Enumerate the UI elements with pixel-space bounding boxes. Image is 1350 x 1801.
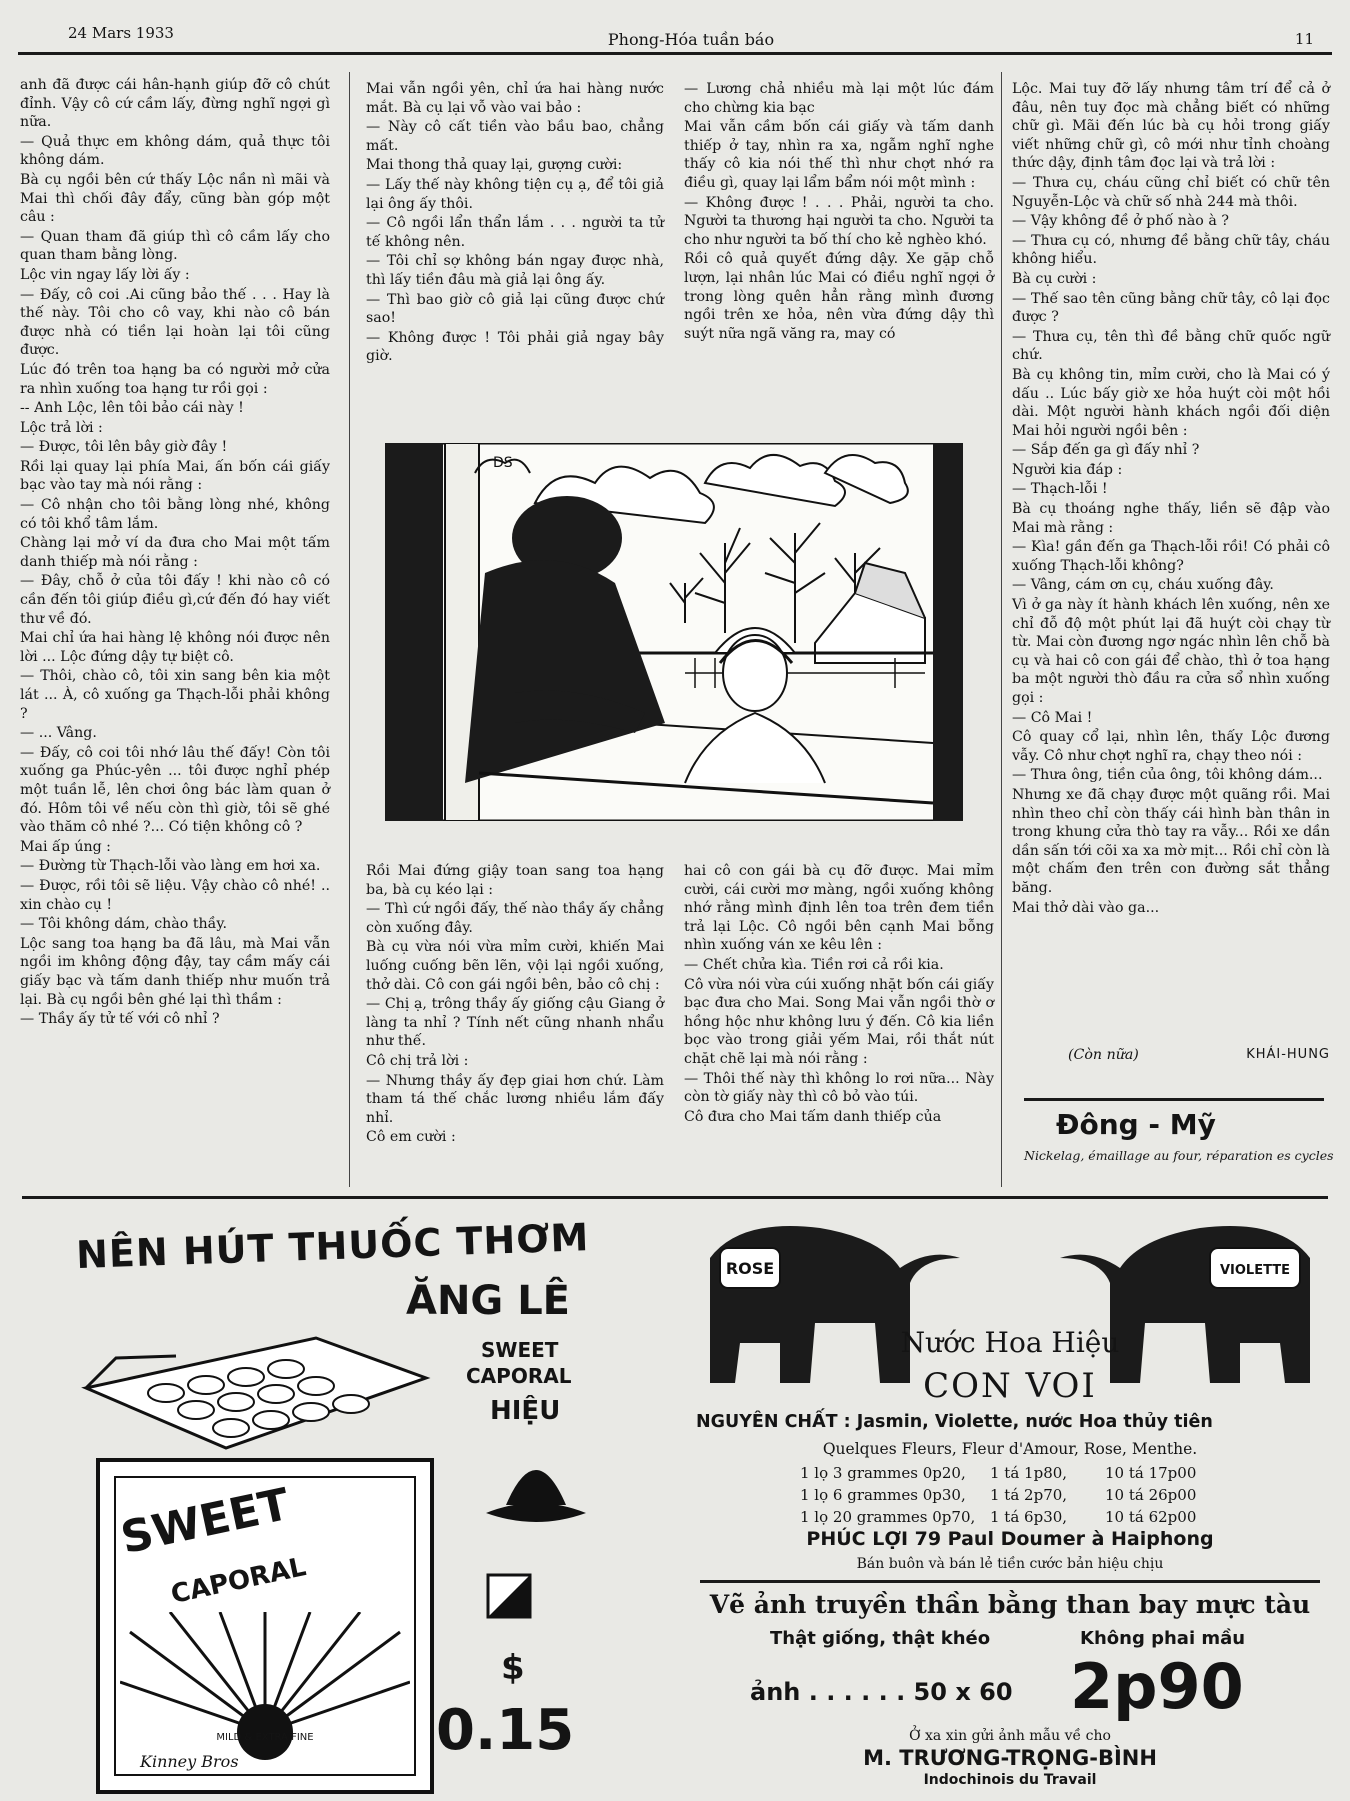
story-paragraph: -- Anh Lộc, lên tôi bảo cái này ! <box>20 400 244 417</box>
price-cell: 10 tá 17p00 <box>1105 1464 1197 1482</box>
story-paragraph: Lộc vin ngay lấy lời ấy : <box>20 266 190 283</box>
story-paragraph: Lộc. Mai tuy đỡ lấy nhưng tâm trí để cả ở đâu, nên tuy đọc mà chẳng biết có những chữ gì. Mãi đến lúc bà cụ hỏi trong giấy viết những chữ gì, cô mới như tỉnh choàng thức dậy, định tâm đọc lại và trả lời : <box>1012 81 1330 172</box>
perfume-pure: NGUYÊN CHẤT : Jasmin, Violette, nước Hoa thủy tiên <box>696 1412 1213 1432</box>
story-paragraph: — Thưa cụ có, nhưng đề bằng chữ tây, cháu không hiểu. <box>1012 232 1330 268</box>
author-name: KHÁI-HUNG <box>1246 1047 1330 1062</box>
story-paragraph: Rồi cô quả quyết đứng dậy. Xe gặp chỗ lượn, lại nhân lúc Mai có điều nghĩ ngợi ở trong lòng quên hẳn rằng mình đương ngồi trên xe hỏa, nên vừa đứng dậy thì suýt nữa ngã văng ra, may có <box>684 251 994 342</box>
header-rule <box>18 52 1332 55</box>
story-paragraph: — Sắp đến ga gì đấy nhỉ ? <box>1012 442 1200 459</box>
story-column-3-bottom <box>684 862 994 1127</box>
story-paragraph: — Được, rồi tôi sẽ liệu. Vậy chào cô nhé! .. xin chào cụ ! <box>20 877 330 913</box>
story-paragraph: — Vâng, cám ơn cụ, cháu xuống đây. <box>1012 577 1274 594</box>
portrait-name: M. TRƯƠNG-TRỌNG-BÌNH <box>863 1746 1157 1770</box>
story-paragraph: Mai chỉ ứa hai hàng lệ không nói được nên lời ... Lộc đứng dậy tự biệt cô. <box>20 630 330 665</box>
story-paragraph: — Không được ! . . . Phải, người ta cho. Người ta thương hại người ta cho. Người ta cho như người ta bố thí cho kẻ nghèo khó. <box>684 194 994 248</box>
price-cell: 10 tá 26p00 <box>1105 1486 1197 1504</box>
story-paragraph: — Thế sao tên cũng bằng chữ tây, cô lại đọc được ? <box>1012 290 1330 326</box>
perfume-dealer-note: Bán buôn và bán lẻ tiền cước bản hiệu chịu <box>856 1556 1164 1572</box>
story-paragraph: — Đây, chỗ ở của tôi đấy ! khi nào cô có cần đến tôi giúp điều gì,cứ đến đó hay viết thư về đó. <box>20 573 330 627</box>
price-row <box>800 1506 1220 1528</box>
story-paragraph: — Chị ạ, trông thầy ấy giống cậu Giang ở làng ta nhỉ ? Tính nết cũng nhanh nhẩu như thế. <box>366 996 664 1050</box>
story-paragraph: Bà cụ thoáng nghe thấy, liền sẽ đập vào Mai mà rằng : <box>1012 501 1330 536</box>
story-paragraph: anh đã được cái hân-hạnh giúp đỡ cô chút đỉnh. Vậy cô cứ cầm lấy, đừng nghĩ ngợi gì nữa. <box>20 77 330 131</box>
story-paragraph: — Thì cứ ngồi đấy, thế nào thầy ấy chẳng còn xuống đây. <box>366 901 664 936</box>
elephant-left-label: ROSE <box>725 1259 775 1278</box>
logo-square-icon <box>486 1573 532 1619</box>
price-dollar-sign: $ <box>501 1648 525 1688</box>
advert-brand-label-2: CAPORAL <box>466 1364 572 1388</box>
column-divider <box>349 72 350 1187</box>
advert-brand: ĂNG LÊ <box>406 1278 571 1324</box>
story-paragraph: Lộc sang toa hạng ba đã lâu, mà Mai vẫn ngồi im không động đậy, tay cầm mấy cái giấy bạc và tấm danh thiếp như muốn trả lại. Bà cụ ngồi bên ghé lại thì thầm : <box>20 935 330 1008</box>
portrait-quality-2: Không phai mầu <box>1080 1628 1246 1649</box>
story-paragraph: — Được, tôi lên bây giờ đây ! <box>20 439 228 456</box>
story-paragraph: Lúc đó trên toa hạng ba có người mở cửa ra nhìn xuống toa hạng tư rồi gọi : <box>20 361 330 397</box>
newspaper-title: Phong-Hóa tuần báo <box>607 30 775 49</box>
elephants-icon <box>690 1218 1330 1388</box>
story-paragraph: — Lương chả nhiều mà lại một lúc đám cho chừng kia bạc <box>684 81 994 116</box>
price-row <box>800 1462 1220 1484</box>
perfume-portrait-advert <box>690 1218 1330 1786</box>
portrait-size: ảnh . . . . . . 50 x 60 <box>750 1678 1013 1706</box>
perfume-title-1: Nước Hoa Hiệu <box>900 1326 1120 1359</box>
story-column-2-top <box>366 80 664 367</box>
story-paragraph: — Thưa ông, tiền của ông, tôi không dám... <box>1012 767 1323 784</box>
story-paragraph: — Lấy thế này không tiện cụ ạ, để tôi giả lại ông ấy thôi. <box>366 176 664 212</box>
story-paragraph: Rồi Mai đứng giậy toan sang toa hạng ba, bà cụ kéo lại : <box>366 863 664 898</box>
story-paragraph: — Thạch-lỗi ! <box>1012 481 1108 498</box>
price-value: 0.15 <box>436 1698 575 1763</box>
box-signature: Kinney Bros <box>140 1752 239 1771</box>
column-divider <box>1001 72 1002 1187</box>
price-cell: 1 tá 2p70, <box>990 1486 1068 1504</box>
story-paragraph: — Cô nhận cho tôi bằng lòng nhé, không có tôi khổ tâm lắm. <box>20 497 330 532</box>
story-column-4-end <box>1012 1046 1330 1065</box>
price-cell: 1 tá 1p80, <box>990 1464 1068 1482</box>
story-paragraph: — ... Vâng. <box>20 725 97 742</box>
page-number: 11 <box>1294 30 1314 48</box>
story-paragraph: — Thưa cụ, cháu cũng chỉ biết có chữ tên Nguyễn-Lộc và chữ số nhà 244 mà thôi. <box>1012 174 1330 210</box>
story-paragraph: Cô quay cổ lại, nhìn lên, thấy Lộc đương vẫy. Cô như chợt nghĩ ra, chạy theo nói : <box>1012 729 1330 764</box>
story-paragraph: Nhưng xe đã chạy được một quãng rồi. Mai nhìn theo chỉ còn thấy cái hình bàn thân in trong khung cửa thò tay ra vẫy... Rồi xe dần dần sấn tới cõi xa xa mờ mịt... Rồi chỉ còn là một chấm đen trên con đường sắt thẳng băng. <box>1012 786 1330 896</box>
portrait-title: Vẽ ảnh truyền thần bằng than bay mực tàu <box>709 1590 1311 1619</box>
story-paragraph: Mai vẫn ngồi yên, chỉ ứa hai hàng nước mắt. Bà cụ lại vỗ vào vai bảo : <box>366 81 664 116</box>
story-paragraph: — Chết chửa kìa. Tiền rơi cả rồi kia. <box>684 956 944 973</box>
story-paragraph: Bà cụ vừa nói vừa mỉm cười, khiến Mai luống cuống bẽn lẽn, vội lại ngồi xuống, thở dài. Cô con gái ngồi bên, bảo cô chị : <box>366 939 664 993</box>
story-paragraph: — Này cô cất tiền vào bầu bao, chẳng mất. <box>366 119 664 154</box>
price-cell: 1 lọ 3 grammes 0p20, <box>800 1464 966 1482</box>
story-paragraph: Bà cụ cười : <box>1012 270 1097 287</box>
story-paragraph: — Đường từ Thạch-lỗi vào làng em hơi xa. <box>20 858 321 875</box>
cigarette-box <box>96 1458 434 1794</box>
box-brand-2: CAPORAL <box>168 1552 309 1610</box>
story-paragraph: — Kìa! gần đến ga Thạch-lỗi rồi! Có phải cô xuống Thạch-lỗi không? <box>1012 539 1330 574</box>
story-paragraph: Chàng lại mở ví da đưa cho Mai một tấm danh thiếp mà nói rằng : <box>20 535 330 570</box>
portrait-price: 2p90 <box>1070 1650 1244 1723</box>
portrait-quality-1: Thật giống, thật khéo <box>770 1628 991 1649</box>
story-paragraph: — Quan tham đã giúp thì cô cầm lấy cho quan tham bằng lòng. <box>20 228 330 264</box>
illustration-signature: DS <box>493 455 513 471</box>
story-paragraph: — Thầy ấy tử tế với cô nhỉ ? <box>20 1011 220 1028</box>
perfume-title-2: CON VOI <box>923 1366 1097 1406</box>
story-column-2-bottom <box>366 862 664 1148</box>
section-rule <box>22 1196 1328 1199</box>
advert-brand-label-3: HIỆU <box>490 1396 561 1426</box>
price-row <box>800 1484 1220 1506</box>
story-paragraph: Mai thở dài vào ga... <box>1012 899 1160 916</box>
advert-brand-label-1: SWEET <box>481 1338 559 1362</box>
story-paragraph: — Quả thực em không dám, quả thực tôi không dám. <box>20 133 330 169</box>
story-paragraph: Cô chị trả lời : <box>366 1052 469 1069</box>
story-paragraph: — Đấy, cô coi tôi nhớ lâu thế đấy! Còn tôi xuống ga Phúc-yên ... tôi được nghỉ phép một tuần lễ, lên chơi ông bác làm quan ở đó. Hôm tôi về nếu còn thì giờ, tôi sẽ ghé vào thăm cô nhé ?... Có tiện không cô ? <box>20 744 330 836</box>
elephant-right-label: VIOLETTE <box>1219 1263 1291 1278</box>
story-paragraph: Vì ở ga này ít hành khách lên xuống, nên xe chỉ đỗ độ một phút lại đã huýt còi chạy từ từ. Mai còn đương ngơ ngác nhìn lên chỗ bà cụ và hai cô con gái để chào, thì ở toa hạng ba một người thò đầu ra cửa sổ nhìn xuống gọi : <box>1012 597 1330 706</box>
story-paragraph: — Thưa cụ, tên thì đề bằng chữ quốc ngữ chứ. <box>1012 328 1330 364</box>
story-paragraph: Cô đưa cho Mai tấm danh thiếp của <box>684 1108 942 1125</box>
story-paragraph: — Thì bao giờ cô giả lại cũng được chứ sao! <box>366 291 664 327</box>
story-paragraph: Cô vừa nói vừa cúi xuống nhặt bốn cái giấy bạc đưa cho Mai. Song Mai vẫn ngồi thờ ơ hồng hộc như không lưu ý đến. Cô kia liền bọc vào trong giải yếm Mai, rồi thắt nút chặt chẽ lại mà nói rằng : <box>684 976 994 1067</box>
box-brand-1: SWEET <box>116 1478 294 1565</box>
story-paragraph: — Không được ! Tôi phải giả ngay bây giờ. <box>366 329 664 365</box>
story-paragraph: — Tôi chỉ sợ không bán ngay được nhà, thì lấy tiền đâu mà giả lại ông ấy. <box>366 253 664 288</box>
dongmy-desc: Nickelag, émaillage au four, réparation es cycles <box>1024 1148 1334 1163</box>
story-paragraph: — Cô ngồi lẩn thẩn lắm . . . người ta tử tế không nên. <box>366 215 664 250</box>
story-paragraph: Người kia đáp : <box>1012 461 1123 478</box>
hat-icon <box>476 1443 596 1533</box>
story-paragraph: — Thôi, chào cô, tôi xin sang bên kia một lát ... À, cô xuống ga Thạch-lỗi phải không ? <box>20 668 330 722</box>
cigarette-pack-open-icon <box>76 1318 456 1458</box>
perfume-price-table <box>800 1462 1220 1528</box>
cigarette-advert <box>75 1215 616 1786</box>
story-paragraph: Mai vẫn cầm bốn cái giấy và tấm danh thiếp ở tay, nhìn ra xa, ngẫm nghĩ nghe thấy cô kia nói thế thì như chợt nhớ ra điều gì, quay lại lẩm bẩm nói một mình : <box>684 119 994 191</box>
story-paragraph: — Cô Mai ! <box>1012 709 1093 726</box>
story-column-3-top <box>684 80 994 344</box>
issue-date: 24 Mars 1933 <box>68 24 174 42</box>
story-paragraph: hai cô con gái bà cụ đỡ được. Mai mỉm cười, cái cười mơ màng, ngồi xuống không nhớ rằng mình định lên toa trên đem tiền trả lại Lộc. Cô ngồi bên cạnh Mai bỗng nhìn xuống ván xe kêu lên : <box>684 863 994 954</box>
story-paragraph: — Tôi không dám, chào thầy. <box>20 916 227 933</box>
perfume-others: Quelques Fleurs, Fleur d'Amour, Rose, Menthe. <box>822 1440 1198 1458</box>
story-paragraph: Bà cụ không tin, mỉm cười, cho là Mai có ý dấu .. Lúc bấy giờ xe hỏa huýt còi một hồi dài. Một người hành khách ngồi đối diện Mai hỏi người ngồi bên : <box>1012 366 1330 439</box>
story-paragraph: — Vậy không đề ở phố nào à ? <box>1012 213 1229 230</box>
price-cell: 1 lọ 20 grammes 0p70, <box>800 1508 976 1526</box>
story-paragraph: Rồi lại quay lại phía Mai, ấn bốn cái giấy bạc vào tay mà nói rằng : <box>20 458 330 494</box>
advert-divider <box>700 1580 1320 1583</box>
story-paragraph: — Nhưng thầy ấy đẹp giai hơn chứ. Làm tham tá thế chắc lương nhiều lắm đấy nhỉ. <box>366 1072 664 1126</box>
story-paragraph: — Đấy, cô coi .Ai cũng bảo thế . . . Hay là thế này. Tôi cho cô vay, khi nào cô bán được nhà có tiền lại hoàn lại tôi cũng được. <box>20 286 330 359</box>
perfume-dealer: PHÚC LỢI 79 Paul Doumer à Haiphong <box>806 1528 1214 1550</box>
story-illustration <box>385 443 963 821</box>
advert-headline: NÊN HÚT THUỐC THƠM <box>75 1215 590 1278</box>
story-paragraph: Bà cụ ngồi bên cứ thấy Lộc nần nì mãi và Mai thì chối đây đẩy, cũng bàn góp một câu : <box>20 171 330 226</box>
portrait-address: Indochinois du Travail <box>923 1772 1097 1788</box>
story-column-4 <box>1012 80 1330 918</box>
story-paragraph: Mai thong thả quay lại, gượng cười: <box>366 157 623 174</box>
box-small-text: MILD & EXTRA FINE <box>216 1732 314 1743</box>
divider-rule <box>1024 1098 1324 1101</box>
price-cell: 1 lọ 6 grammes 0p30, <box>800 1486 966 1504</box>
story-column-1 <box>20 76 330 1030</box>
price-cell: 1 tá 6p30, <box>990 1508 1068 1526</box>
price-cell: 10 tá 62p00 <box>1105 1508 1197 1526</box>
story-paragraph: Cô em cười : <box>366 1129 456 1146</box>
story-paragraph: — Thôi thế này thì không lo rơi nữa... Này còn tờ giấy này thì cô bỏ vào túi. <box>684 1070 994 1106</box>
story-paragraph: Lộc trả lời : <box>20 419 103 436</box>
dongmy-title: Đông - Mỹ <box>1056 1108 1216 1141</box>
page-header <box>60 22 1322 52</box>
portrait-send: Ở xa xin gửi ảnh mẫu về cho <box>909 1728 1111 1744</box>
story-paragraph: Mai ấp úng : <box>20 838 111 855</box>
continued-note: (Còn nữa) <box>1068 1047 1139 1063</box>
